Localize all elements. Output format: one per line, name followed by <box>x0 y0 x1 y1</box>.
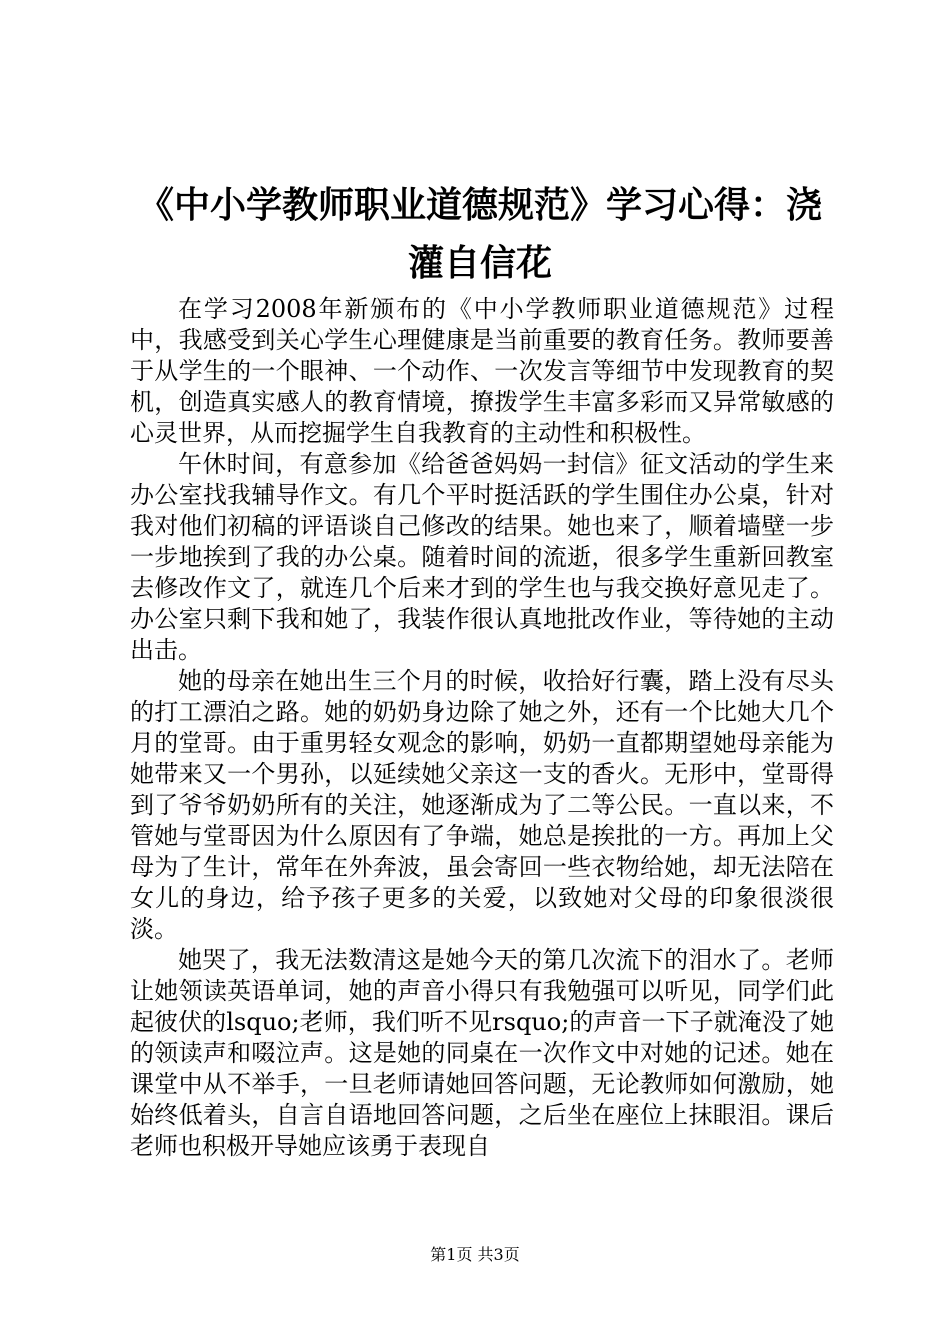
paragraph: 她的母亲在她出生三个月的时候，收拾好行囊，踏上没有尽头的打工漂泊之路。她的奶奶身边除了她之外，还有一个比她大几个月的堂哥。由于重男轻女观念的影响，奶奶一直都期望她母亲能为她带来又一个男孙，以延续她父亲这一支的香火。无形中，堂哥得到了爷爷奶奶所有的关注，她逐渐成为了二等公民。一直以来，不管她与堂哥因为什么原因有了争端，她总是挨批的一方。再加上父母为了生计，常年在外奔波，虽会寄回一些衣物给她，却无法陪在女儿的身边，给予孩子更多的关爱，以致她对父母的印象很淡很淡。 <box>130 667 834 943</box>
paragraph: 她哭了，我无法数清这是她今天的第几次流下的泪水了。老师让她领读英语单词，她的声音小得只有我勉强可以听见，同学们此起彼伏的lsquo;老师，我们听不见rsquo;的声音一下子就淹没了她的领读声和啜泣声。这是她的同桌在一次作文中对她的记述。她在课堂中从不举手，一旦老师请她回答问题，无论教师如何激励，她始终低着头，自言自语地回答问题，之后坐在座位上抹眼泪。课后老师也积极开导她应该勇于表现自 <box>130 946 834 1160</box>
paragraph: 在学习2008年新颁布的《中小学教师职业道德规范》过程中，我感受到关心学生心理健康是当前重要的教育任务。教师要善于从学生的一个眼神、一个动作、一次发言等细节中发现教育的契机，创造真实感人的教育情境，撩拨学生丰富多彩而又异常敏感的心灵世界，从而挖掘学生自我教育的主动性和积极性。 <box>130 295 834 447</box>
page-number-footer: 第1页 共3页 <box>430 1245 520 1264</box>
document-body <box>130 294 834 1162</box>
paragraph: 午休时间，有意参加《给爸爸妈妈一封信》征文活动的学生来办公室找我辅导作文。有几个平时挺活跃的学生围住办公桌，针对我对他们初稿的评语谈自己修改的结果。她也来了，顺着墙壁一步一步地挨到了我的办公桌。随着时间的流逝，很多学生重新回教室去修改作文了，就连几个后来才到的学生也与我交换好意见走了。办公室只剩下我和她了，我装作很认真地批改作业，等待她的主动出击。 <box>130 450 834 664</box>
document-title: 《中小学教师职业道德规范》学习心得：浇灌自信花 <box>137 184 822 284</box>
